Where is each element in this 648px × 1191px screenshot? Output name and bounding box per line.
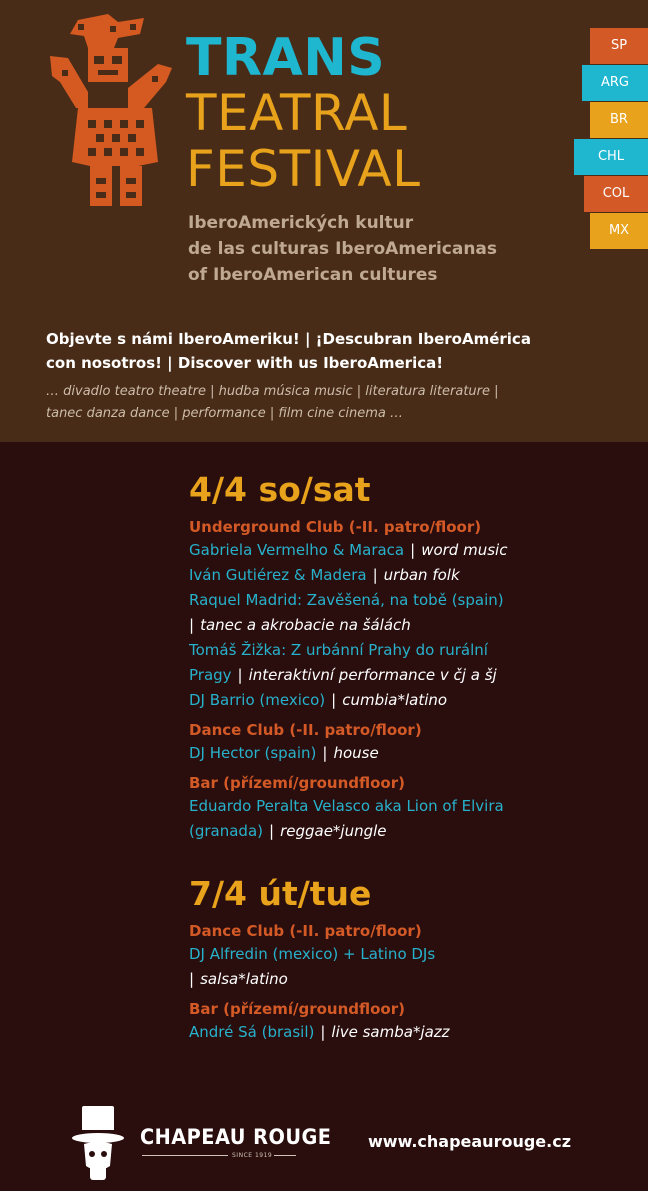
act-name: DJ Hector (spain)	[189, 744, 317, 762]
chapeau-rouge-logo-text: CHAPEAU ROUGE	[140, 1125, 332, 1149]
header-banner	[0, 0, 648, 442]
act-name: Eduardo Peralta Velasco aka Lion of Elvira	[189, 797, 504, 815]
act-name: (granada)	[189, 822, 263, 840]
act-item	[189, 638, 629, 663]
act-item: DJ Barrio (mexico) | cumbia*latino	[189, 691, 448, 709]
venue-heading: Dance Club (-II. patro/floor)	[189, 721, 422, 739]
act-genre: urban folk	[383, 566, 460, 584]
act-name: Pragy	[189, 666, 232, 684]
act-item	[189, 588, 629, 613]
day-date: 7/4 út/tue	[189, 874, 372, 913]
act-name: Iván Gutiérez & Madera	[189, 566, 367, 584]
festival-title-festival: FESTIVAL	[186, 140, 421, 198]
act-genre: word music	[421, 541, 508, 559]
act-genre: cumbia*latino	[342, 691, 448, 709]
aztec-figure-logo	[48, 12, 174, 208]
venue-heading: Bar (přízemí/groundfloor)	[189, 1000, 405, 1018]
act-item	[189, 794, 629, 819]
intro-line-2: con nosotros! | Discover with us IberoAmerica!	[46, 354, 444, 372]
act-item: (granada) | reggae*jungle	[189, 822, 387, 840]
act-item: Pragy | interaktivní performance v čj a šj	[189, 666, 497, 684]
act-item: Gabriela Vermelho & Maraca | word music	[189, 541, 508, 559]
act-genre: live samba*jazz	[331, 1023, 450, 1041]
country-tag-arg: ARG	[582, 65, 648, 101]
act-name: Gabriela Vermelho & Maraca	[189, 541, 405, 559]
festival-title-trans: TRANS	[186, 28, 386, 88]
act-item: | salsa*latino	[189, 970, 288, 988]
top-hat-icon	[70, 1104, 130, 1182]
act-item: | tanec a akrobacie na šálách	[189, 616, 411, 634]
subtitle-english: of IberoAmerican cultures	[188, 265, 438, 285]
venue-heading: Bar (přízemí/groundfloor)	[189, 774, 405, 792]
act-item: DJ Hector (spain) | house	[189, 744, 379, 762]
act-name: Raquel Madrid: Zavěšená, na tobě (spain)	[189, 591, 504, 609]
act-genre: tanec a akrobacie na šálách	[200, 616, 411, 634]
country-tag-sp: SP	[590, 28, 648, 64]
act-item	[189, 942, 629, 967]
day-date: 4/4 so/sat	[189, 470, 371, 509]
logo-divider	[274, 1155, 296, 1156]
act-genre: interaktivní performance v čj a šj	[248, 666, 497, 684]
act-genre: reggae*jungle	[280, 822, 387, 840]
act-name: André Sá (brasil)	[189, 1023, 315, 1041]
act-genre: house	[333, 744, 379, 762]
subtitle-czech: IberoAmerických kultur	[188, 213, 414, 233]
act-name: DJ Barrio (mexico)	[189, 691, 326, 709]
country-tag-chl: CHL	[574, 139, 648, 175]
country-tag-br: BR	[590, 102, 648, 138]
website-link[interactable]: www.chapeaurouge.cz	[368, 1132, 572, 1151]
logo-divider	[142, 1155, 228, 1156]
intro-line-1: Objevte s námi IberoAmeriku! | ¡Descubran IberoAmérica	[46, 330, 531, 348]
festival-title-teatral: TEATRAL	[186, 84, 408, 142]
tagline-line-2: tanec danza dance | performance | film cine cinema …	[46, 406, 404, 421]
act-name: DJ Alfredin (mexico) + Latino DJs	[189, 945, 436, 963]
program-schedule	[189, 468, 629, 1045]
subtitle-spanish: de las culturas IberoAmericanas	[188, 239, 498, 259]
venue-heading: Dance Club (-II. patro/floor)	[189, 922, 422, 940]
intro-block	[46, 327, 606, 425]
act-item: Iván Gutiérez & Madera | urban folk	[189, 566, 460, 584]
country-tag-mx: MX	[590, 213, 648, 249]
act-name: Tomáš Žižka: Z urbánní Prahy do rurální	[189, 641, 488, 659]
logo-since: SINCE 1919	[232, 1152, 273, 1159]
venue-heading: Underground Club (-II. patro/floor)	[189, 518, 482, 536]
country-tag-col: COL	[584, 176, 648, 212]
tagline-line-1: … divadlo teatro theatre | hudba música music | literatura literature |	[46, 384, 499, 399]
festival-subtitle	[188, 210, 548, 288]
act-genre: salsa*latino	[200, 970, 288, 988]
act-item: André Sá (brasil) | live samba*jazz	[189, 1023, 450, 1041]
